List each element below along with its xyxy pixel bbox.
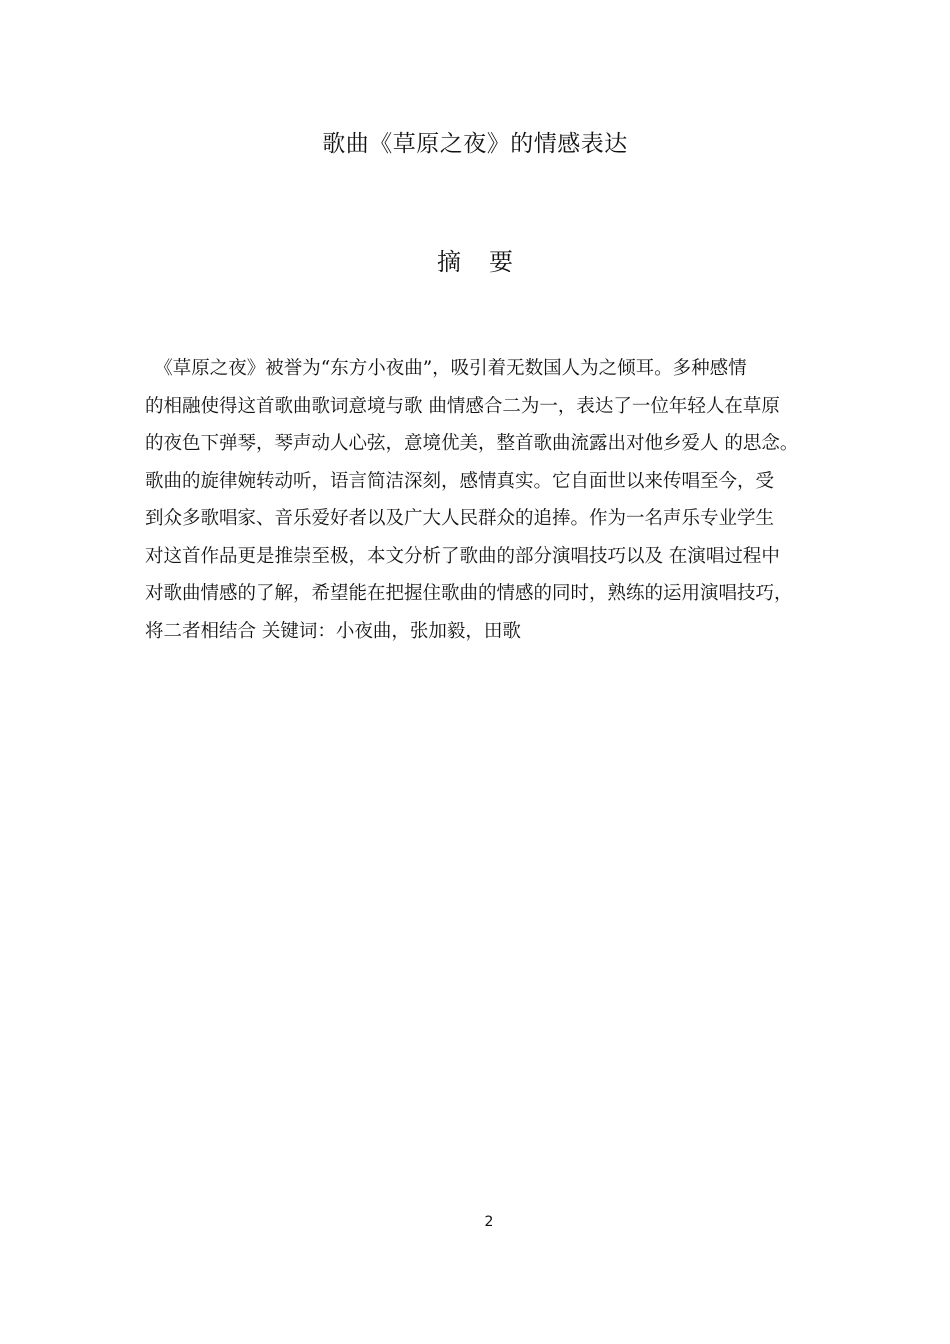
abstract-heading-char-2: 要 [489,248,513,276]
abstract-body [145,350,825,650]
abstract-line: 对歌曲情感的了解，希望能在把握住歌曲的情感的同时，熟练的运用演唱技巧， [145,583,793,604]
abstract-line: 对这首作品更是推崇至极，本文分析了歌曲的部分演唱技巧以及 在演唱过程中 [145,545,780,567]
abstract-heading-char-1: 摘 [437,248,461,276]
abstract-line: 歌曲的旋律婉转动听，语言简洁深刻，感情真实。它自面世以来传唱至今，受 [145,470,775,492]
page-number: 2 [484,1214,494,1230]
abstract-line: 将二者相结合 关键词：小夜曲，张加毅，田歌 [145,620,521,642]
abstract-line: 到众多歌唱家、音乐爱好者以及广大人民群众的追捧。作为一名声乐专业学生 [145,508,775,529]
abstract-line: 《草原之夜》被誉为“东方小夜曲”，吸引着无数国人为之倾耳。多种感情 [145,358,747,379]
abstract-line: 的相融使得这首歌曲歌词意境与歌 曲情感合二为一，表达了一位年轻人在草原 [145,395,780,417]
abstract-heading [0,244,950,280]
document-title: 歌曲《草原之夜》的情感表达 [322,131,628,157]
abstract-line: 的夜色下弹琴，琴声动人心弦，意境优美，整首歌曲流露出对他乡爱人 的思念。 [145,433,799,454]
